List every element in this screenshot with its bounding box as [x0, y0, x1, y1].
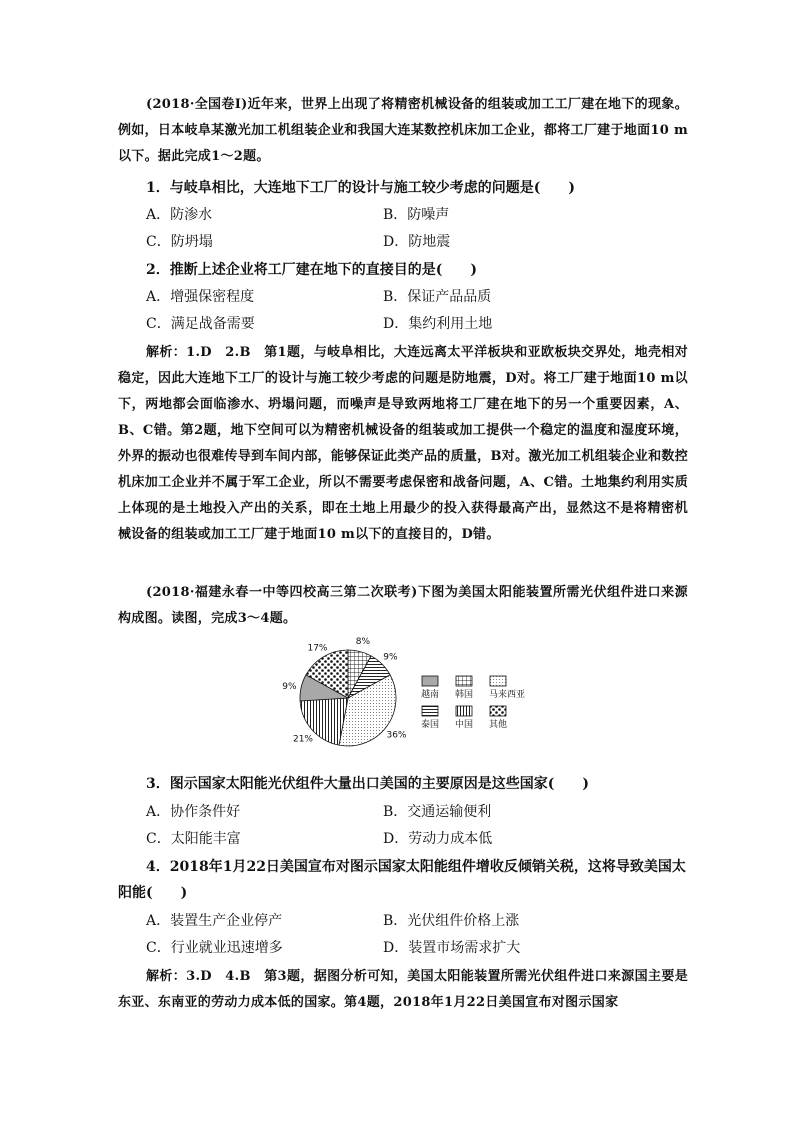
q1-option-c: C．防坍塌 [146, 234, 213, 250]
question-4-stem: 4．2018年1月22日美国宣布对图示国家太阳能组件增收反倾销关税，这将导致美国太阳能( ) [118, 859, 686, 901]
q4-option-b: B．光伏组件价格上涨 [383, 913, 520, 929]
q4-option-a: A．装置生产企业停产 [146, 913, 283, 929]
q4-option-c: C．行业就业迅速增多 [146, 940, 283, 956]
question-1-stem: 1．与岐阜相比，大连地下工厂的设计与施工较少考虑的问题是( ) [146, 180, 575, 196]
pie-label-泰国: 9% [383, 652, 398, 663]
q4-option-d: D．装置市场需求扩大 [383, 940, 521, 956]
pie-label-韩国: 8% [355, 636, 371, 647]
q2-option-a: A．增强保密程度 [146, 289, 255, 305]
q3-option-c: C．太阳能丰富 [146, 831, 241, 847]
question-2-stem: 2．推断上述企业将工厂建在地下的直接目的是( ) [146, 262, 477, 278]
q1-option-d: D．防地震 [383, 234, 451, 250]
legend-label-其他: 其他 [489, 720, 508, 730]
q1-option-a: A．防渗水 [146, 207, 213, 223]
legend-swatch-泰国 [422, 706, 438, 716]
pie-label-马来西亚: 36% [386, 730, 407, 741]
q2-option-d: D．集约利用土地 [383, 316, 493, 332]
q2-option-b: B．保证产品品质 [383, 289, 492, 305]
legend-label-马来西亚: 马来西亚 [489, 690, 526, 700]
q2-option-c: C．满足战备需要 [146, 316, 255, 332]
analysis-1: 解析：1.D 2.B 第1题，与岐阜相比，大连远离太平洋板块和亚欧板块交界处，地壳相对稳定，因此大连地下工厂的设计与施工较少考虑的问题是防地震，D对。将工厂建于地面10 m以下，两地都会面临渗水、坍塌问题，而噪声是导致两地将工厂建在地下的另一个重要因素，A、B、C错。第2题，地下空间可以为精密机械设备的组装或加工提供一个稳定的温度和湿度环境，外界的振动也很难传导到车间内部，能够保证此类产品的质量，B对。激光加工机组装企业和数控机床加工企业并不属于军工企业，所以不需要考虑保密和战备问题，A、C错。土地集约利用实质上体现的是土地投入产出的关系，即在土地上用最少的投入获得最高产出，显然这不是将精密机械设备的组装或加工工厂建于地面10 m以下的直接目的，D错。 [118, 345, 688, 542]
legend-label-中国: 中国 [455, 720, 474, 730]
pie-chart [270, 636, 560, 756]
pie-label-其他: 17% [307, 643, 328, 654]
pie-label-越南: 9% [282, 681, 297, 692]
legend-label-韩国: 韩国 [455, 690, 474, 700]
question-3-stem: 3．图示国家太阳能光伏组件大量出口美国的主要原因是这些国家( ) [146, 776, 589, 792]
passage-1: (2018·全国卷Ⅰ)近年来，世界上出现了将精密机械设备的组装或加工工厂建在地下的现象。例如，日本岐阜某激光加工机组装企业和我国大连某数控机床加工企业，都将工厂建于地面10 m以下。据此完成1～2题。 [118, 97, 688, 164]
legend-swatch-韩国 [456, 676, 472, 686]
pie-label-中国: 21% [292, 734, 314, 745]
q3-option-b: B．交通运输便利 [383, 804, 492, 820]
legend-swatch-其他 [490, 706, 506, 716]
passage-2: (2018·福建永春一中等四校高三第二次联考)下图为美国太阳能装置所需光伏组件进口来源构成图。读图，完成3～4题。 [118, 585, 688, 626]
legend-label-越南: 越南 [421, 690, 440, 700]
q3-option-a: A．协作条件好 [146, 804, 241, 820]
q3-option-d: D．劳动力成本低 [383, 831, 493, 847]
legend-label-泰国: 泰国 [421, 720, 440, 730]
analysis-2: 解析：3.D 4.B 第3题，据图分析可知，美国太阳能装置所需光伏组件进口来源国主要是东亚、东南亚的劳动力成本低的国家。第4题，2018年1月22日美国宣布对图示国家 [118, 969, 688, 1010]
legend-swatch-马来西亚 [490, 676, 506, 686]
legend-swatch-中国 [456, 706, 472, 716]
q1-option-b: B．防噪声 [383, 207, 450, 223]
legend-swatch-越南 [422, 676, 438, 686]
